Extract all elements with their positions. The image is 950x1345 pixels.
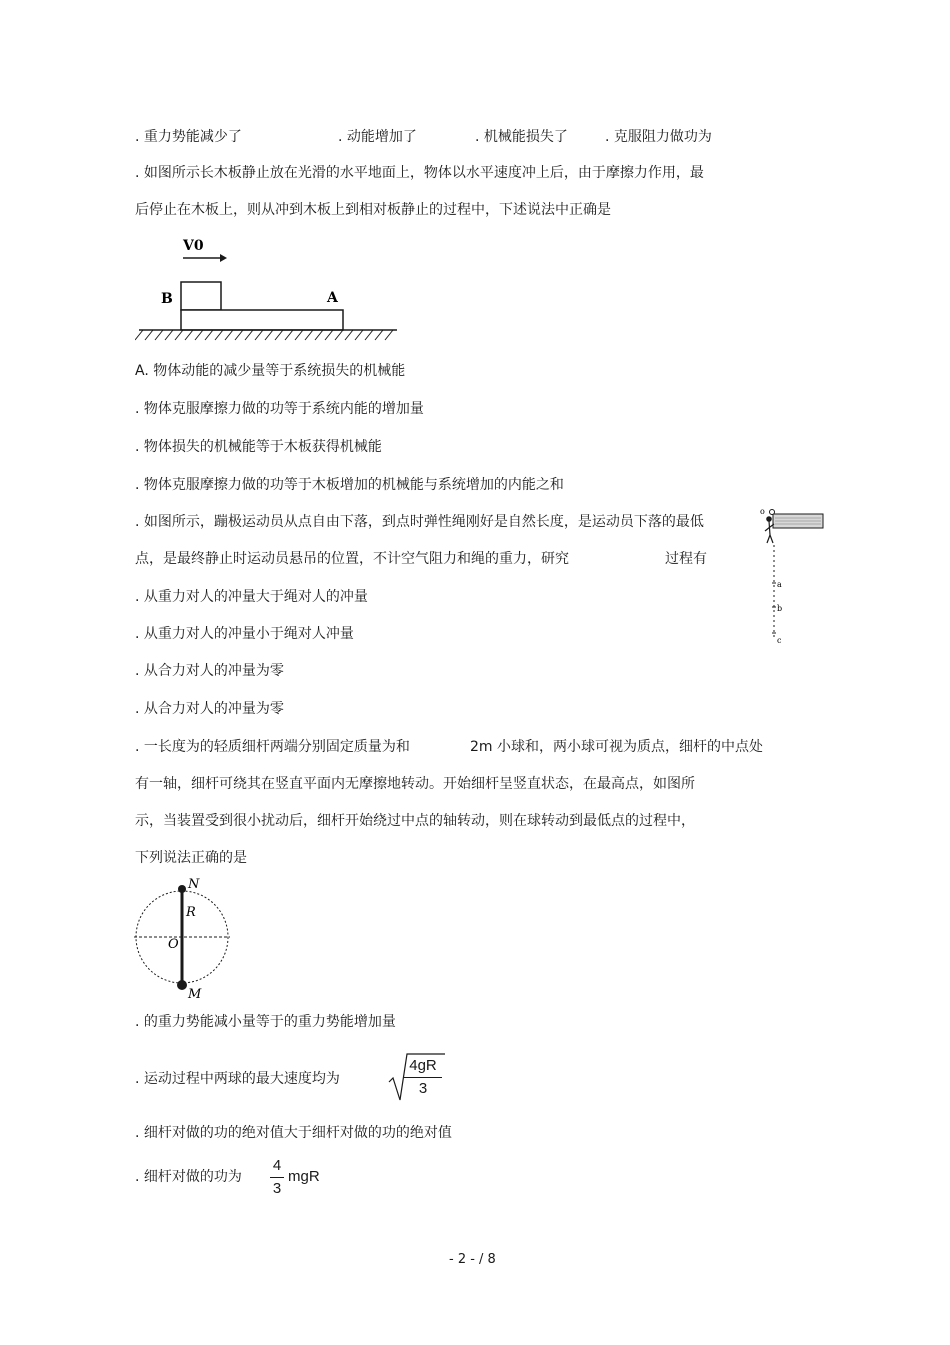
question-stem: 点，是最终静止时运动员悬吊的位置，不计空气阻力和绳的重力，研究 [135, 551, 569, 567]
option-d: . 克服阻力做功为 [605, 129, 712, 145]
velocity-label: V0 [183, 238, 204, 254]
bungee-figure [760, 505, 828, 650]
work-unit: mgR [288, 1168, 320, 1185]
question-stem: 后停止在木板上，则从冲到木板上到相对板静止的过程中，下述说法中正确是 [135, 202, 611, 218]
hatch-mark [235, 330, 243, 340]
option-b: . 从重力对人的冲量小于绳对人冲量 [135, 626, 354, 642]
option-b: . 动能增加了 [338, 129, 417, 145]
point-o [770, 510, 775, 515]
sqrt-denominator: 3 [418, 1080, 428, 1097]
hatch-mark [385, 330, 393, 340]
sqrt-fraction [404, 1056, 442, 1099]
hatch-mark [345, 330, 353, 340]
label-o: O [168, 937, 179, 952]
question-stem-tail: 过程有 [665, 551, 707, 567]
hatch-mark [265, 330, 273, 340]
label-b: B [161, 291, 173, 307]
question-stem-cont: 2m 小球和，两小球可视为质点，细杆的中点处 [470, 739, 763, 755]
block-b [181, 282, 221, 310]
hatch-mark [195, 330, 203, 340]
option-d: . 物体克服摩擦力做的功等于木板增加的机械能与系统增加的内能之和 [135, 477, 564, 493]
option-d: . 从合力对人的冲量为零 [135, 701, 284, 717]
fraction-bar [270, 1177, 284, 1178]
option-c: . 物体损失的机械能等于木板获得机械能 [135, 439, 382, 455]
label-m: M [188, 987, 202, 1002]
option-a: . 从重力对人的冲量大于绳对人的冲量 [135, 589, 368, 605]
hatch-mark [205, 330, 213, 340]
hatch-mark [135, 330, 143, 340]
option-b: . 物体克服摩擦力做的功等于系统内能的增加量 [135, 401, 424, 417]
hatch-mark [375, 330, 383, 340]
board-block-figure [135, 232, 400, 347]
question-stem: 下列说法正确的是 [135, 850, 247, 866]
sqrt-numerator: 4gR [409, 1057, 437, 1074]
work-fraction [270, 1156, 284, 1199]
fraction-bar [404, 1077, 442, 1078]
label-c: c [777, 636, 782, 645]
hatch-mark [275, 330, 283, 340]
board-a [181, 310, 343, 330]
hatch-mark [225, 330, 233, 340]
velocity-arrowhead [220, 254, 227, 262]
ball-n [178, 885, 186, 893]
question-stem: . 如图所示长木板静止放在光滑的水平地面上，物体以水平速度冲上后，由于摩擦力作用，最 [135, 165, 704, 181]
label-a: A [327, 290, 338, 306]
hatch-mark [285, 330, 293, 340]
option-c: . 机械能损失了 [475, 129, 568, 145]
question-stem: 示，当装置受到很小扰动后，细杆开始绕过中点的轴转动，则在球转动到最低点的过程中， [135, 813, 695, 829]
option-a: A. 物体动能的减少量等于系统损失的机械能 [135, 363, 406, 379]
label-n: N [188, 877, 200, 892]
option-b: . 运动过程中两球的最大速度均为 [135, 1071, 340, 1087]
ball-m [177, 980, 187, 990]
question-stem: . 如图所示，蹦极运动员从点自由下落，到点时弹性绳刚好是自然长度，是运动员下落的最低 [135, 514, 704, 530]
fraction-denominator: 3 [272, 1180, 282, 1197]
hatch-mark [215, 330, 223, 340]
label-r: R [186, 905, 196, 920]
hatch-mark [145, 330, 153, 340]
hatch-mark [245, 330, 253, 340]
hatch-mark [295, 330, 303, 340]
fraction-numerator: 4 [272, 1157, 282, 1174]
hatch-mark [255, 330, 263, 340]
hatch-mark [315, 330, 323, 340]
hatch-mark [305, 330, 313, 340]
label-b: b [777, 604, 783, 613]
hatch-mark [165, 330, 173, 340]
option-c: . 细杆对做的功的绝对值大于细杆对做的功的绝对值 [135, 1125, 452, 1141]
hatch-mark [175, 330, 183, 340]
hatch-mark [155, 330, 163, 340]
option-c: . 从合力对人的冲量为零 [135, 663, 284, 679]
option-a: . 重力势能减少了 [135, 129, 242, 145]
hatch-mark [335, 330, 343, 340]
label-o: o [760, 507, 765, 516]
page-number: - 2 - / 8 [449, 1252, 496, 1267]
ground-hatch [135, 330, 393, 340]
hatch-mark [185, 330, 193, 340]
label-a: a [777, 580, 782, 589]
option-a: . 的重力势能减小量等于的重力势能增加量 [135, 1014, 396, 1030]
rod-circle-figure [130, 876, 240, 1002]
question-stem: . 一长度为的轻质细杆两端分别固定质量为和 [135, 739, 410, 755]
option-d: . 细杆对做的功为 [135, 1169, 242, 1185]
hatch-mark [355, 330, 363, 340]
hatch-mark [325, 330, 333, 340]
question-stem: 有一轴，细杆可绕其在竖直平面内无摩擦地转动。开始细杆呈竖直状态，在最高点，如图所 [135, 776, 695, 792]
hatch-mark [365, 330, 373, 340]
